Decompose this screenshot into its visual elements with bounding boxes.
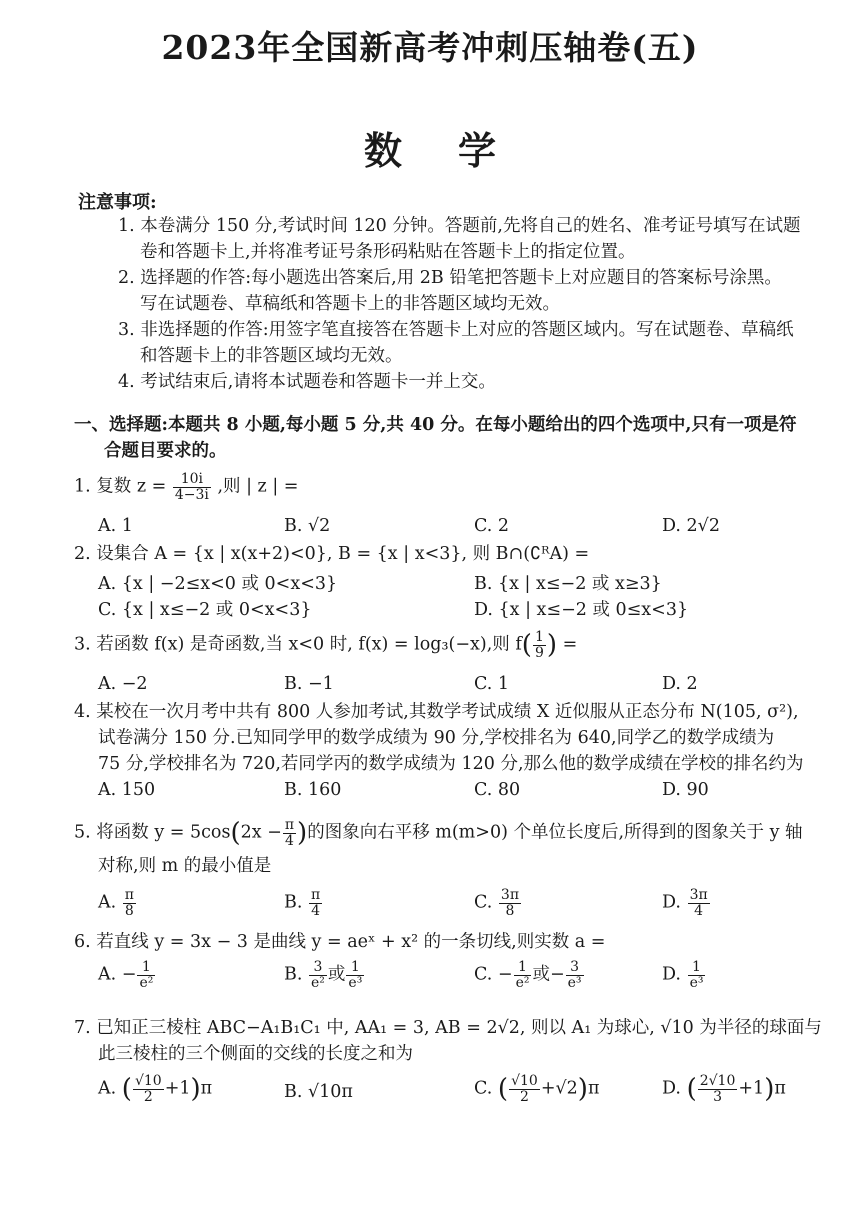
- q6-option-a: A. − $\frac{1}{\text{e²}}$: [98, 959, 154, 991]
- q5-option-b: B. $\frac{\pi}{4}$: [284, 887, 321, 919]
- question-2: 2. 设集合 A = {x | x(x+2)<0}, B = {x | x<3}, 则 B∩(∁ᴿA) =: [74, 544, 590, 564]
- q6-option-d: D. $\frac{1}{\text{e³}}$: [662, 959, 704, 991]
- question-4-line: 4. 某校在一次月考中共有 800 人参加考试,其数学考试成绩 X 近似服从正态分布 N(105, σ²),: [74, 702, 799, 722]
- q5-option-a: A. $\frac{\pi}{8}$: [98, 887, 134, 919]
- question-7-line: 此三棱柱的三个侧面的交线的长度之和为: [98, 1044, 413, 1064]
- q4-option-b: B. 160: [284, 780, 342, 800]
- notice-line: 2. 选择题的作答:每小题选出答案后,用 2B 铅笔把答题卡上对应题目的答案标号涂黑。: [118, 268, 782, 288]
- q6-option-b: B. $\frac{3}{\text{e²}}$ 或 $\frac{1}{\text{e³}}$: [284, 959, 363, 991]
- q1-option-a: A. 1: [98, 516, 133, 536]
- q3-option-d: D. 2: [662, 674, 698, 694]
- question-4-line: 试卷满分 150 分.已知同学甲的数学成绩为 90 分,学校排名为 640,同学乙的数学成绩为: [98, 728, 775, 748]
- q1-fraction: [173, 472, 211, 502]
- q7-option-c: C. ( $\frac{√10}{2}$ +√2)π: [474, 1073, 600, 1105]
- q4-option-a: A. 150: [98, 780, 156, 800]
- question-1: [74, 472, 298, 502]
- notice-line: 3. 非选择题的作答:用签字笔直接答在答题卡上对应的答题区域内。写在试题卷、草稿纸: [118, 320, 794, 340]
- q4-option-c: C. 80: [474, 780, 521, 800]
- q2-option-d: D. {x | x≤−2 或 0≤x<3}: [474, 600, 689, 620]
- question-4-line: 75 分,学校排名为 720,若同学丙的数学成绩为 120 分,那么他的数学成绩在学校的排名约为: [98, 754, 804, 774]
- q1-numerator: 10i: [173, 472, 211, 488]
- q3-fraction: $\frac{1}{9}$: [534, 629, 544, 661]
- q7-option-d: D. ( $\frac{2√10}{3}$ +1)π: [662, 1073, 786, 1105]
- q1-option-c: C. 2: [474, 516, 510, 536]
- question-6: 6. 若直线 y = 3x − 3 是曲线 y = aeˣ + x² 的一条切线,则实数 a =: [74, 932, 606, 952]
- q2-option-b: B. {x | x≤−2 或 x≥3}: [474, 574, 662, 594]
- section-heading: 一、选择题:本题共 8 小题,每小题 5 分,共 40 分。在每小题给出的四个选项中,只有一项是符: [74, 415, 797, 435]
- section-heading-cont: 合题目要求的。: [104, 441, 227, 461]
- q3-option-b: B. −1: [284, 674, 334, 694]
- notice-line: 4. 考试结束后,请将本试题卷和答题卡一并上交。: [118, 372, 496, 392]
- q5-fraction: $\frac{\pi}{4}$: [284, 817, 295, 849]
- q5-option-c: C. $\frac{3\pi}{8}$: [474, 887, 520, 919]
- q5-option-d: D. $\frac{3\pi}{4}$: [662, 887, 708, 919]
- notice-heading: 注意事项:: [78, 192, 157, 213]
- question-3: 3. 若函数 f(x) 是奇函数,当 x<0 时, f(x) = log₃(−x),则 f( $\frac{1}{9}$ ) =: [74, 629, 578, 661]
- q2-option-a: A. {x | −2≤x<0 或 0<x<3}: [98, 574, 338, 594]
- q3-stem-pre: 3. 若函数 f(x) 是奇函数,当 x<0 时, f(x) = log₃(−x),则 f: [74, 634, 522, 655]
- q3-option-c: C. 1: [474, 674, 510, 694]
- q7-option-a: A. ( $\frac{√10}{2}$ +1)π: [98, 1073, 213, 1105]
- q4-option-d: D. 90: [662, 780, 709, 800]
- q1-stem-post: ,则 | z | =: [217, 476, 299, 497]
- notice-line: 卷和答题卡上,并将准考证号条形码粘贴在答题卡上的指定位置。: [140, 242, 636, 262]
- q3-option-a: A. −2: [98, 674, 148, 694]
- q7-option-b: B. √10π: [284, 1082, 353, 1102]
- question-5: 5. 将函数 y = 5cos(2x − $\frac{\pi}{4}$ )的图象向右平移 m(m>0) 个单位长度后,所得到的图象关于 y 轴: [74, 817, 803, 849]
- q1-denominator: 4−3i: [174, 486, 209, 503]
- q3-stem-post: =: [562, 634, 578, 655]
- q1-option-b: B. √2: [284, 516, 331, 536]
- notice-line: 写在试题卷、草稿纸和答题卡上的非答题区域均无效。: [140, 294, 560, 314]
- q6-option-c: C. − $\frac{1}{\text{e²}}$ 或− $\frac{3}{\text{e³}}$: [474, 959, 582, 991]
- q2-option-c: C. {x | x≤−2 或 0<x<3}: [98, 600, 312, 620]
- q5-stem-pre: 5. 将函数 y = 5cos: [74, 822, 231, 843]
- q5-stem-post: 的图象向右平移 m(m>0) 个单位长度后,所得到的图象关于 y 轴: [307, 822, 803, 843]
- question-5-cont: 对称,则 m 的最小值是: [98, 856, 272, 876]
- notice-line: 1. 本卷满分 150 分,考试时间 120 分钟。答题前,先将自己的姓名、准考证号填写在试题: [118, 216, 801, 236]
- notice-line: 和答题卡上的非答题区域均无效。: [140, 346, 403, 366]
- q1-option-d: D. 2√2: [662, 516, 720, 536]
- subject-title: 数学: [363, 128, 552, 173]
- question-7-line: 7. 已知正三棱柱 ABC−A₁B₁C₁ 中, AA₁ = 3, AB = 2√2, 则以 A₁ 为球心, √10 为半径的球面与: [74, 1018, 822, 1038]
- exam-title: 2023年全国新高考冲刺压轴卷(五): [161, 28, 699, 67]
- q1-stem-pre: 1. 复数 z =: [74, 476, 167, 497]
